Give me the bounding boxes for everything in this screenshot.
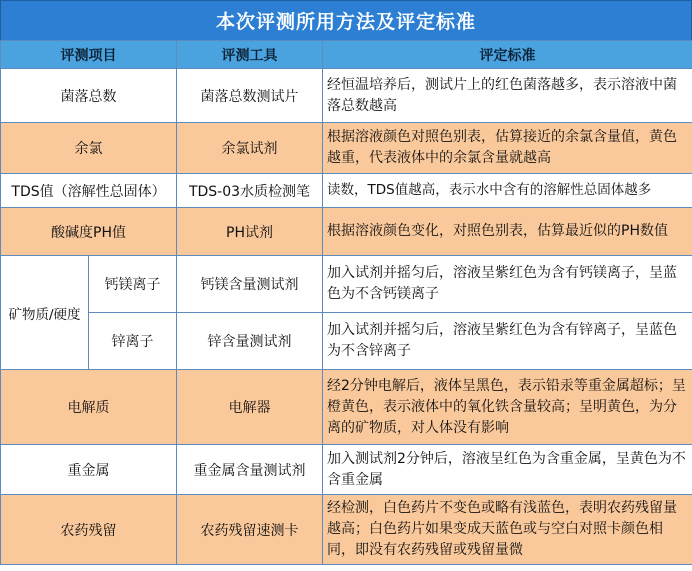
criteria-cell: 根据溶液颜色对照色别表，估算接近的余氯含量值，黄色越重，代表液体中的余氯含量就越高: [323, 123, 692, 174]
tool-cell: 余氯试剂: [177, 123, 323, 174]
item-cell: 电解质: [1, 370, 177, 445]
tool-cell: 重金属含量测试剂: [177, 445, 323, 495]
table-row: [1, 370, 692, 445]
criteria-cell: 根据溶液颜色变化，对照色别表，估算最近似的PH数值: [323, 208, 692, 256]
item-cell: 菌落总数: [1, 69, 177, 123]
item-cell: 重金属: [1, 445, 177, 495]
criteria-cell: 读数，TDS值越高，表示水中含有的溶解性总固体越多: [323, 174, 692, 208]
tool-cell: PH试剂: [177, 208, 323, 256]
item-cell: 酸碱度PH值: [1, 208, 177, 256]
item-cell: TDS值（溶解性总固体）: [1, 174, 177, 208]
table-row: [1, 313, 692, 370]
table-row: [1, 69, 692, 123]
criteria-cell: 经检测，白色药片不变色或略有浅蓝色，表明农药残留量越高；白色药片如果变成天蓝色或与空白对照卡颜色相同，即没有农药残留或残留量微: [323, 495, 692, 565]
item-cell: 矿物质/硬度: [1, 256, 89, 370]
tool-cell: 电解器: [177, 370, 323, 445]
criteria-table: [0, 40, 692, 565]
tool-cell: 锌含量测试剂: [177, 313, 323, 370]
header-criteria: 评定标准: [323, 41, 692, 69]
subitem-cell: 锌离子: [89, 313, 177, 370]
header-row: [1, 41, 692, 69]
table-row: [1, 208, 692, 256]
tool-cell: 农药残留速测卡: [177, 495, 323, 565]
tool-cell: 钙镁含量测试剂: [177, 256, 323, 313]
table-row: [1, 445, 692, 495]
item-cell: 余氯: [1, 123, 177, 174]
table-row: [1, 174, 692, 208]
table-row: [1, 256, 692, 313]
criteria-cell: 加入试剂并摇匀后，溶液呈紫红色为含有钙镁离子，呈蓝色为不含钙镁离子: [323, 256, 692, 313]
table-row: [1, 123, 692, 174]
criteria-cell: 经2分钟电解后，液体呈黑色，表示铅汞等重金属超标；呈橙黄色，表示液体中的氧化铁含量较高；呈明黄色，为分离的矿物质，对人体没有影响: [323, 370, 692, 445]
table-title: 本次评测所用方法及评定标准: [0, 0, 692, 41]
header-tool: 评测工具: [177, 41, 323, 69]
criteria-cell: 加入测试剂2分钟后，溶液呈红色为含重金属，呈黄色为不含重金属: [323, 445, 692, 495]
table-row: [1, 495, 692, 565]
header-item: 评测项目: [1, 41, 177, 69]
subitem-cell: 钙镁离子: [89, 256, 177, 313]
item-cell: 农药残留: [1, 495, 177, 565]
tool-cell: 菌落总数测试片: [177, 69, 323, 123]
criteria-cell: 加入试剂并摇匀后，溶液呈紫红色为含有锌离子，呈蓝色为不含锌离子: [323, 313, 692, 370]
criteria-cell: 经恒温培养后，测试片上的红色菌落越多，表示溶液中菌落总数越高: [323, 69, 692, 123]
tool-cell: TDS-03水质检测笔: [177, 174, 323, 208]
